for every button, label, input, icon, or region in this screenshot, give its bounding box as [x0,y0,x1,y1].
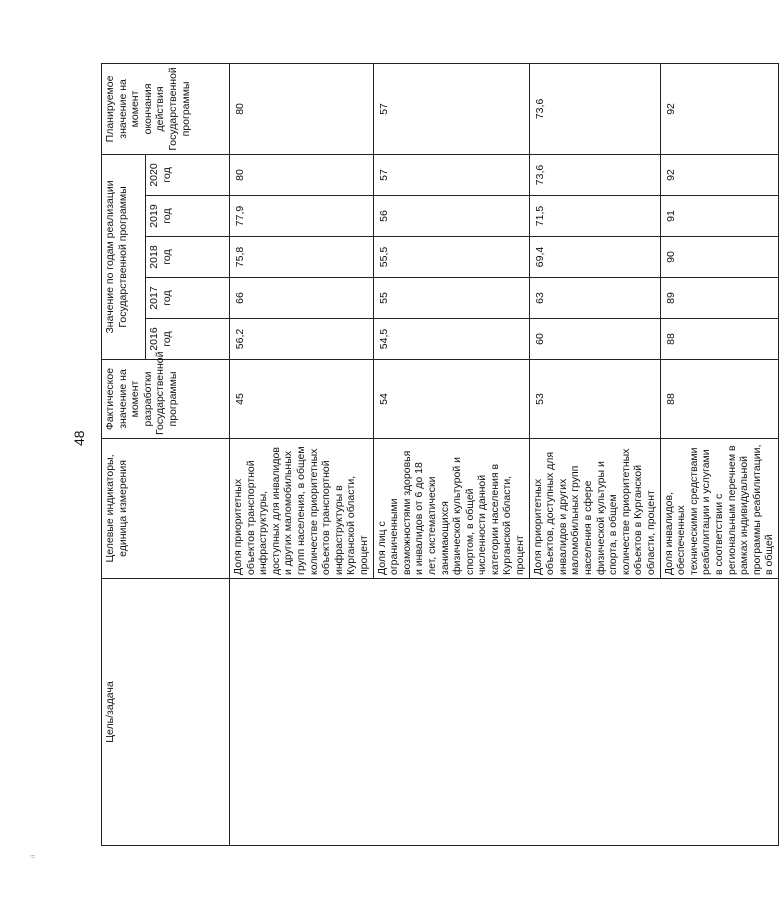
year-value: 77,9 [230,196,374,237]
year-value: 71,5 [529,196,660,237]
indicator-cell: Доля инвалидов, обеспеченных техническими средствами реабилитации и услугами в соответствии с региональным перечнем в рамках индивидуальной программы реабилитации, в общей [660,439,778,579]
year-value: 90 [660,237,778,278]
header-row-top [102,63,146,845]
year-value: 75,8 [230,237,374,278]
actual-value: 45 [230,360,374,439]
header-year: 2018 год [146,237,230,278]
actual-value: 54 [373,360,529,439]
header-year: 2020 год [146,154,230,195]
year-value: 60 [529,319,660,360]
indicator-cell: Доля приоритетных объектов транспортной инфраструктуры, доступных для инвалидов и других маломобильных групп населения, в общем количестве приоритетных объектов транспортной инфраструктуры в Курганской области, процент [230,439,374,579]
year-value: 57 [373,154,529,195]
header-year: 2016 год [146,319,230,360]
actual-value: 53 [529,360,660,439]
planned-value: 92 [660,63,778,154]
year-value: 88 [660,319,778,360]
indicator-cell: Доля приоритетных объектов, доступных для инвалидов и других маломобильных групп населения в сфере физической культуры и спорта, в общем количестве приоритетных объектов в Курганской области, процент [529,439,660,579]
header-year: 2019 год [146,196,230,237]
indicator-cell: Доля лиц с ограниченными возможностями здоровья и инвалидов от 6 до 18 лет, систематически занимающихся физической культурой и спортом, в общей численности данной категории населения в Курганской области, процент [373,439,529,579]
year-value: 55 [373,278,529,319]
header-planned: Планируемое значение на момент окончания действия Государственной программы [102,63,230,154]
year-value: 91 [660,196,778,237]
header-indicator: Целевые индикаторы, единица измерения [102,439,230,579]
year-value: 73,6 [529,154,660,195]
planned-value: 57 [373,63,529,154]
year-value: 66 [230,278,374,319]
actual-value: 88 [660,360,778,439]
goal-cell [230,579,779,846]
year-value: 69,4 [529,237,660,278]
year-value: 56,2 [230,319,374,360]
year-value: 55,5 [373,237,529,278]
indicators-table [101,63,779,846]
year-value: 89 [660,278,778,319]
header-by-years: Значение по годам реализации Государственной программы [102,154,146,359]
year-value: 92 [660,154,778,195]
header-goal: Цель/задача [102,579,230,846]
page-number: 48 [71,430,87,446]
rotated-table-wrapper [101,64,776,846]
year-value: 56 [373,196,529,237]
planned-value: 73,6 [529,63,660,154]
table-row [230,63,374,845]
year-value: 80 [230,154,374,195]
year-value: 54,5 [373,319,529,360]
planned-value: 80 [230,63,374,154]
year-value: 63 [529,278,660,319]
scan-mark: ii [30,854,37,858]
header-actual: Фактическое значение на момент разработки Государственной программы [102,360,230,439]
header-year: 2017 год [146,278,230,319]
